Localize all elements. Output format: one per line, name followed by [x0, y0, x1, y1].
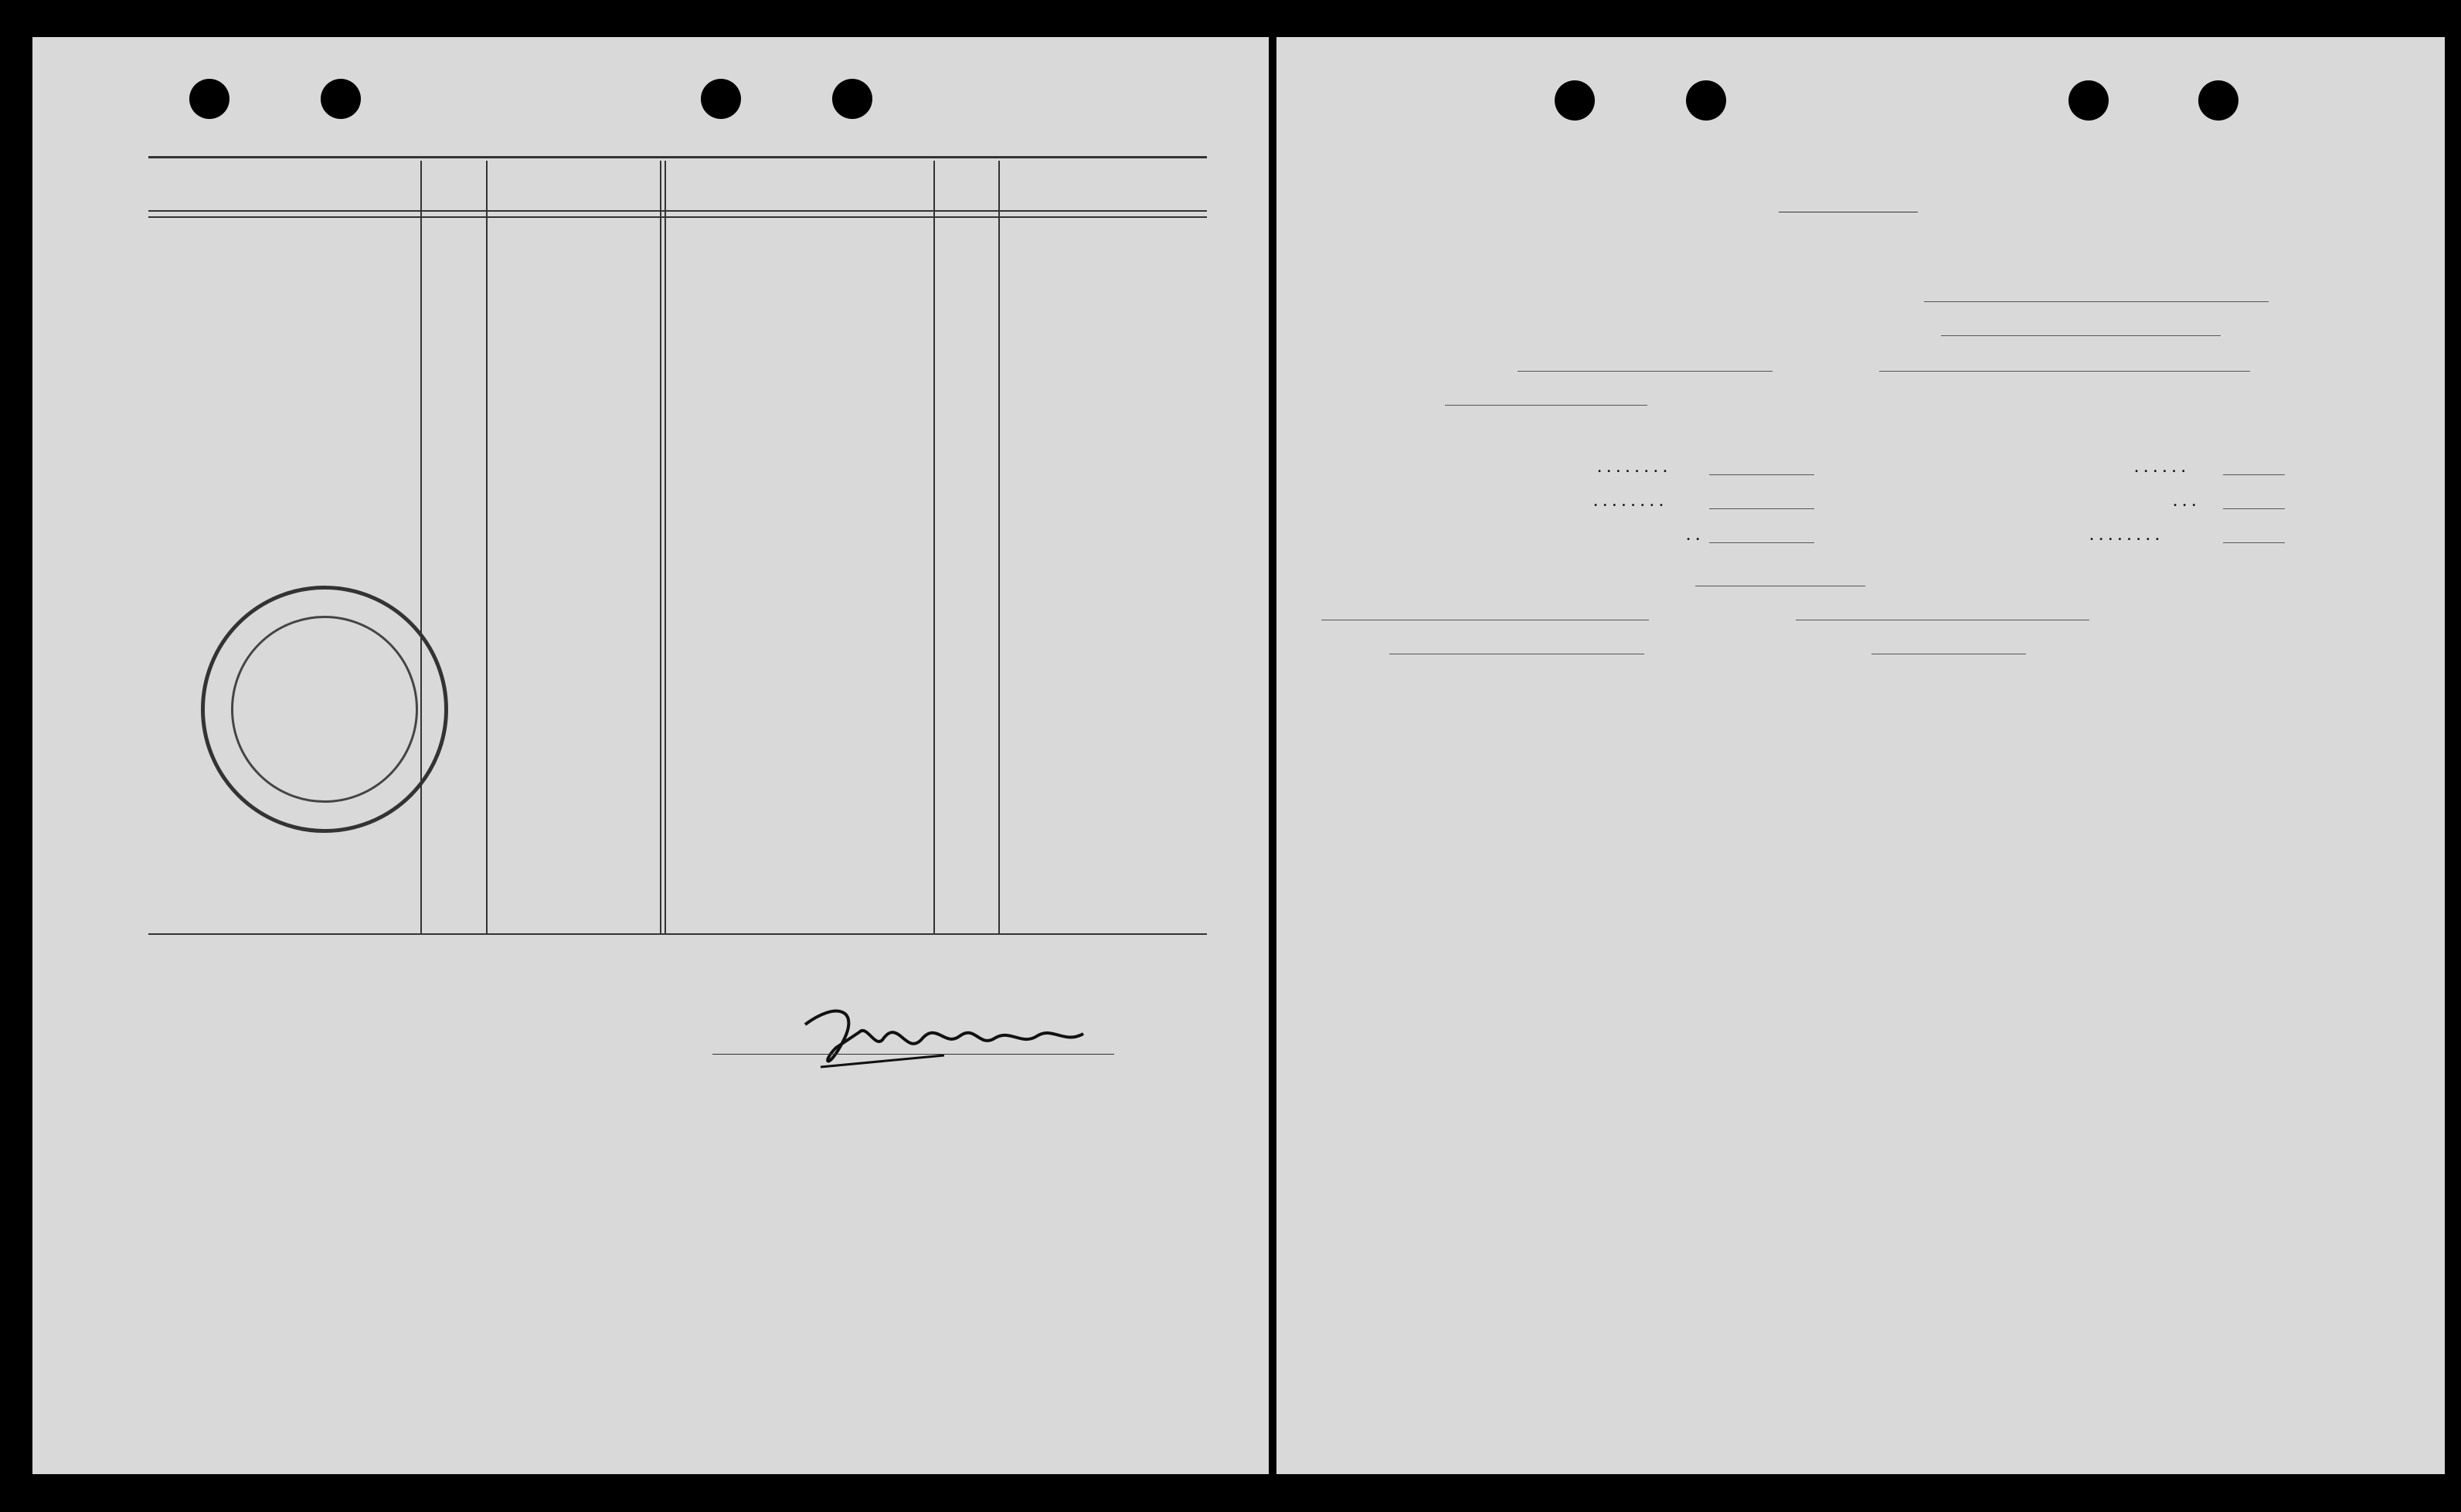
field-line [1709, 542, 1814, 543]
table-rule [665, 161, 666, 933]
punch-hole [1555, 80, 1595, 121]
punch-hole [2198, 80, 2238, 121]
table-rule [486, 161, 488, 933]
punch-hole [189, 79, 229, 119]
field-line [1709, 508, 1814, 509]
punch-hole [832, 79, 872, 119]
field-line [2223, 474, 2285, 475]
field-line [2223, 508, 2285, 509]
dot-leader: ........ [1597, 456, 1672, 477]
table-rule [148, 156, 1207, 158]
punch-hole [1686, 80, 1726, 121]
table-rule [148, 216, 1207, 218]
field-line [1518, 371, 1773, 372]
field-line [1709, 474, 1814, 475]
left-page [32, 37, 1269, 1474]
table-rule [998, 161, 1000, 933]
signature-line [712, 1054, 1114, 1055]
table-rule [148, 933, 1207, 935]
field-line [1445, 405, 1647, 406]
field-line [1924, 301, 2269, 302]
field-line [1941, 335, 2221, 336]
field-line [1879, 371, 2250, 372]
table-rule [933, 161, 935, 933]
mail-stamp [201, 586, 448, 833]
right-page [1276, 37, 2445, 1474]
field-line [2223, 542, 2285, 543]
dot-leader: .. [1686, 524, 1705, 545]
table-rule [660, 161, 661, 933]
table-rule [148, 210, 1207, 212]
dot-leader: ... [2173, 490, 2201, 511]
dot-leader: ........ [1593, 490, 1668, 511]
punch-hole [2068, 80, 2109, 121]
punch-hole [321, 79, 361, 119]
table-rule [420, 161, 422, 933]
dot-leader: ...... [2134, 456, 2191, 477]
punch-hole [701, 79, 741, 119]
master-signature [790, 994, 1114, 1086]
dot-leader: ........ [2089, 524, 2164, 545]
